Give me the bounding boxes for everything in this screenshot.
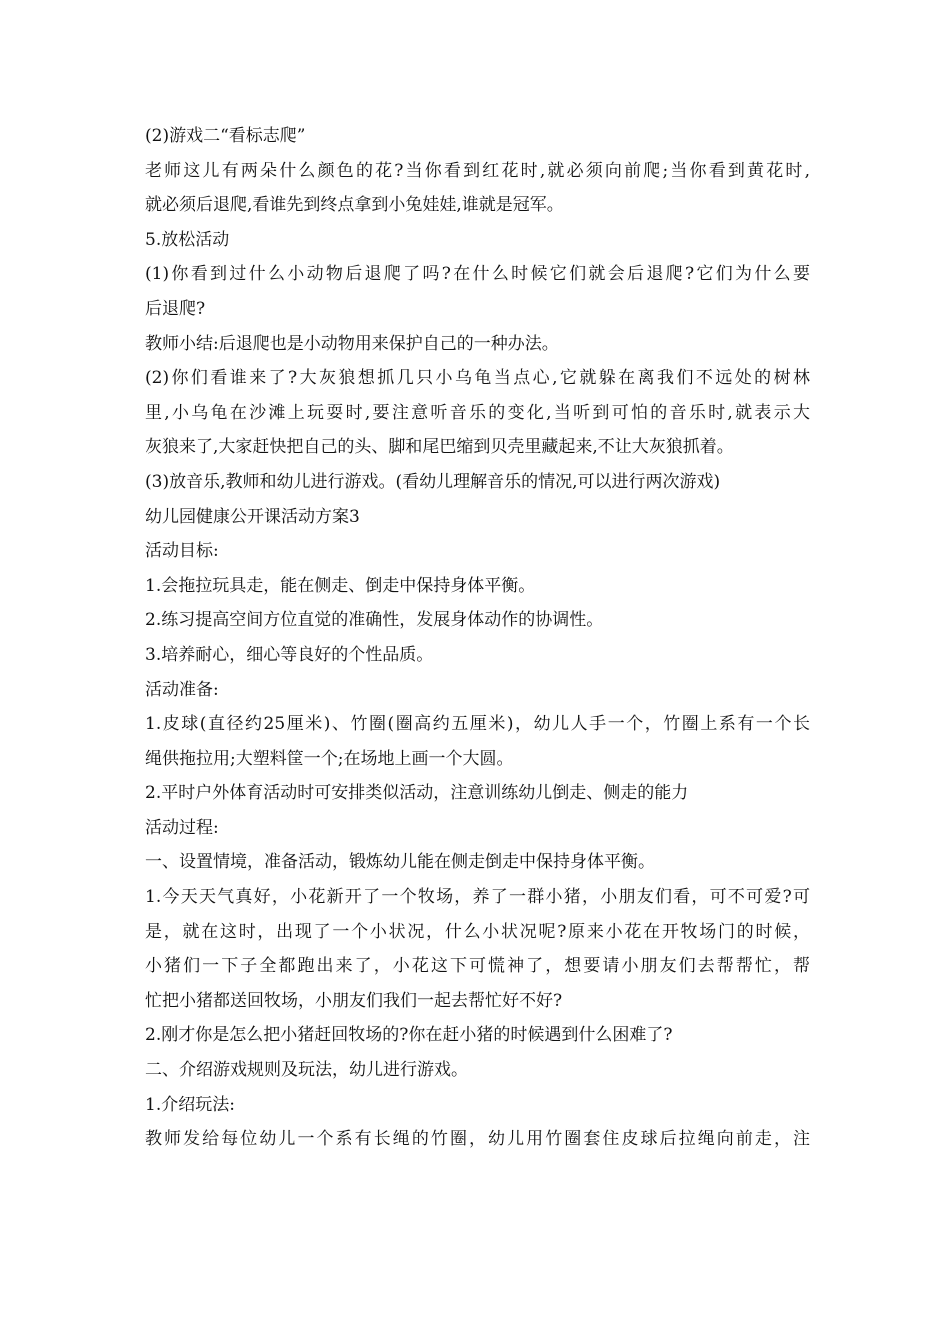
heading-activity-goals: 活动目标:: [145, 541, 219, 562]
heading-how-to-play: 1.介绍玩法:: [145, 1094, 235, 1115]
paragraph-line: (2)你们看谁来了?大灰狼想抓几只小乌龟当点心,它就躲在离我们不远处的树林: [145, 368, 810, 389]
paragraph-line: 灰狼来了,大家赶快把自己的头、脚和尾巴缩到贝壳里藏起来,不让大灰狼抓着。: [145, 437, 734, 458]
teacher-summary: 教师小结:后退爬也是小动物用来保护自己的一种办法。: [145, 333, 559, 354]
section-title: 幼儿园健康公开课活动方案3: [145, 506, 360, 527]
heading-activity-preparation: 活动准备:: [145, 679, 219, 700]
paragraph-line: 2.刚才你是怎么把小猪赶回牧场的?你在赶小猪的时候遇到什么困难了?: [145, 1025, 673, 1046]
paragraph-line: 1.今天天气真好，小花新开了一个牧场，养了一群小猪，小朋友们看，可不可爱?可: [145, 887, 810, 908]
heading-activity-process: 活动过程:: [145, 817, 219, 838]
paragraph-line: 是，就在这时，出现了一个小状况，什么小状况呢?原来小花在开牧场门的时候，: [145, 921, 810, 942]
document-body: [145, 119, 810, 1157]
heading-relax-activity: 5.放松活动: [145, 229, 230, 250]
paragraph-line: 就必须后退爬,看谁先到终点拿到小兔娃娃,谁就是冠军。: [145, 195, 564, 216]
preparation-item: 1.皮球(直径约25厘米)、竹圈(圈高约五厘米)，幼儿人手一个，竹圈上系有一个长: [145, 714, 810, 735]
paragraph-line: (1)你看到过什么小动物后退爬了吗?在什么时候它们就会后退爬?它们为什么要: [145, 264, 810, 285]
paragraph-line: 小猪们一下子全都跑出来了，小花这下可慌神了，想要请小朋友们去帮帮忙，帮: [145, 956, 810, 977]
goal-item: 3.培养耐心，细心等良好的个性品质。: [145, 644, 434, 665]
preparation-item: 2.平时户外体育活动时可安排类似活动，注意训练幼儿倒走、侧走的能力: [145, 783, 689, 804]
goal-item: 1.会拖拉玩具走，能在侧走、倒走中保持身体平衡。: [145, 575, 536, 596]
heading-game-two: (2)游戏二“看标志爬”: [145, 126, 306, 146]
process-step-heading: 一、设置情境，准备活动，锻炼幼儿能在侧走倒走中保持身体平衡。: [145, 852, 655, 873]
paragraph-line: (3)放音乐,教师和幼儿进行游戏。(看幼儿理解音乐的情况,可以进行两次游戏): [145, 471, 721, 492]
process-step-heading: 二、介绍游戏规则及玩法，幼儿进行游戏。: [145, 1060, 468, 1081]
preparation-item: 绳供拖拉用;大塑料筐一个;在场地上画一个大圆。: [145, 748, 514, 769]
paragraph-line: 老师这儿有两朵什么颜色的花?当你看到红花时,就必须向前爬;当你看到黄花时,: [145, 160, 810, 181]
paragraph-line: 教师发给每位幼儿一个系有长绳的竹圈，幼儿用竹圈套住皮球后拉绳向前走，注: [145, 1129, 810, 1150]
paragraph-line: 后退爬?: [145, 298, 206, 319]
paragraph-line: 里,小乌龟在沙滩上玩耍时,要注意听音乐的变化,当听到可怕的音乐时,就表示大: [145, 402, 810, 423]
paragraph-line: 忙把小猪都送回牧场，小朋友们我们一起去帮忙好不好?: [145, 990, 563, 1011]
goal-item: 2.练习提高空间方位直觉的准确性，发展身体动作的协调性。: [145, 610, 604, 631]
